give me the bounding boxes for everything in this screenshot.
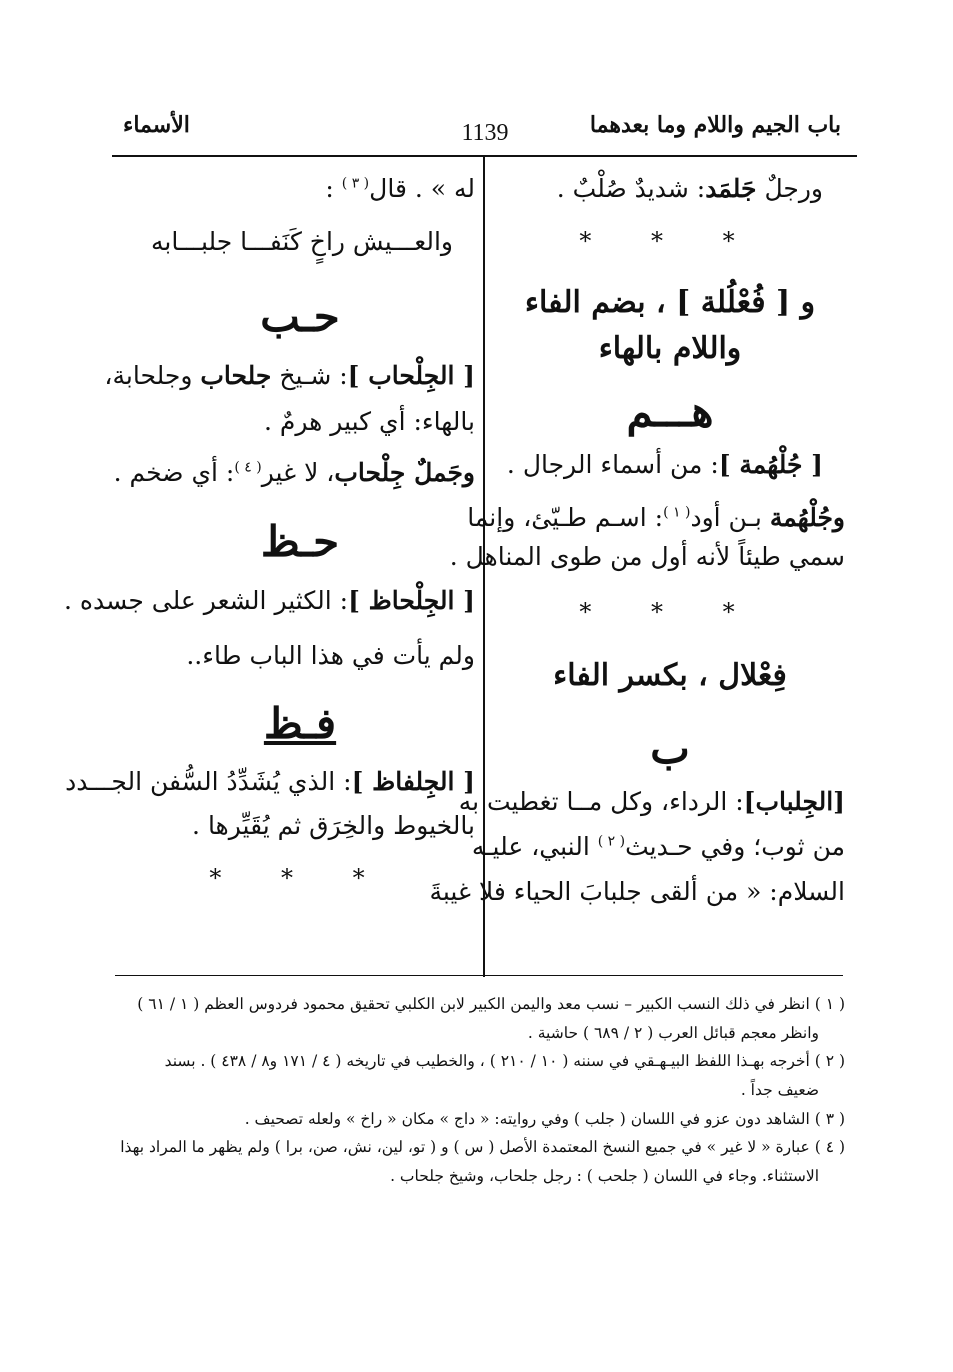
footnote-4-cont: الاستثناء. وجاء في اللسان ( جلحب ) : رجل جلحاب، وشيخ جلحاب . <box>390 1167 819 1186</box>
text: : الكثير الشعر على جسده . <box>63 585 349 615</box>
text: : الذي يُشَدِّدُ السُّفن الجـــدد <box>65 766 352 796</box>
verse-line: والعـــيش راخٍ كَنَفـــا جلبـــابه <box>151 226 453 256</box>
text: : من أسماء الرجال . <box>506 450 719 480</box>
text-line: سمي طيئاً لأنه أول من طوى المناهل . <box>449 541 845 571</box>
headword: [ الجِلْحاب ] <box>347 360 475 390</box>
text-line <box>471 828 845 867</box>
text: النبي، عليـه <box>471 831 598 861</box>
text-line: السلام: « من ألقى جلبابَ الحياء فلا غيبةَ <box>429 876 845 906</box>
section-separator: * * * <box>579 598 761 627</box>
footnote-2-cont: ضعيف جداً . <box>740 1081 819 1100</box>
text-line: بالهاء: أي كبير هرمٌ . <box>264 407 475 437</box>
section-separator: * * * <box>579 226 761 255</box>
text-line: ولم يأت في هذا الباب طاء.. <box>186 640 475 670</box>
text: ، لا غير <box>261 458 335 488</box>
footnote-4: ( ٤ ) عبارة « لا غير » في جميع النسخ المعتمدة الأصل ( س ) و ( تو، لين، نش، صن، برا ) ولم يظهر ما المراد بهذا <box>120 1138 845 1157</box>
text: بـن أود <box>690 502 770 532</box>
root-heading-fz: فـظ <box>263 699 337 749</box>
text-line: بالخيوط والخِرَق ثم يُقَيِّرها . <box>192 811 475 841</box>
entry-jilbab <box>458 783 845 822</box>
text: : <box>325 174 342 203</box>
footnote-3: ( ٣ ) الشاهد دون عزو في اللسان ( جلب ) وفي روايته: « داج » مكان « راخ » ولعله تصحيف . <box>244 1109 845 1128</box>
text-line <box>125 170 475 209</box>
headword: [ الجِلْحاظ ] <box>348 585 475 615</box>
headword: وجُلْهُمة <box>769 502 845 532</box>
entry-jilfaz <box>65 763 475 802</box>
footnote-ref: ( ١ ) <box>663 504 691 521</box>
root-heading-hz: حـظ <box>260 516 340 566</box>
left-column <box>63 170 475 897</box>
headword: [ جُلْهُمة ] <box>718 450 823 480</box>
root-heading-b: ب <box>650 723 690 773</box>
entry-jilhaz <box>63 582 475 621</box>
footnote-1-cont: وانظر معجم قبائل العرب ( ٢ / ٦٨٩ ) حاشية . <box>527 1023 819 1042</box>
headword: جلحاب <box>200 360 272 390</box>
text: : شـيخ <box>271 360 348 390</box>
footnote-1: ( ١ ) انظر في ذلك النسب الكبير – نسب معد واليمن الكبير لابن الكلبي تحقيق محمود فردوس العظم ( ١ / ٦١ ) <box>137 995 845 1013</box>
root-heading-hb: حـب <box>260 291 340 341</box>
footnote-rule <box>115 975 843 976</box>
footnote-ref: ( ٤ ) <box>234 459 262 476</box>
text: له » . قال <box>369 174 475 203</box>
headword: [ الجِلفاظ ] <box>351 766 475 796</box>
text: : اسـم طـيّئ، وإنما <box>467 502 664 532</box>
running-header-chapter: باب الجيم واللام وما بعدهما <box>589 112 841 138</box>
footnote-ref: ( ٢ ) <box>597 833 626 850</box>
text: وجلحابة، <box>104 360 201 390</box>
entry-jilhab <box>104 357 475 396</box>
footnote-2: ( ٢ ) أخرجه بهـذا اللفظ البيـهـقي في سننه ( ١٠ / ٢١٠ ) ، والخطيب في تاريخه ( ٤ / ١٧١ و٨ / ٤٣٨ ) . بسند <box>164 1052 845 1071</box>
headword: جَلمَد <box>705 174 757 203</box>
page-number: 1139 <box>461 120 509 146</box>
running-header-section: الأسماء <box>123 112 190 138</box>
pattern-heading-fulula: و [ فُعْلُلة ] ، بضم الفاء واللام بالهاء <box>524 284 816 367</box>
text: : الرداء، وكل مــا تغطيت به <box>458 787 744 817</box>
text: من ثوب؛ وفي حـديث <box>625 831 845 861</box>
right-column <box>429 170 845 911</box>
text: : شديدٌ صُلْبٌ . <box>556 174 706 203</box>
section-separator: * * * <box>209 864 391 893</box>
pattern-heading-fiilal: فِعْلال ، بكسر الفاء <box>553 658 787 694</box>
text: : أي ضخم . <box>113 458 235 488</box>
entry-jamal-jilhab <box>113 454 475 493</box>
headword: [الجِلباب] <box>743 787 845 817</box>
text: ورجلٌ <box>756 174 823 203</box>
footnote-ref: ( ٣ ) <box>341 175 370 192</box>
root-heading-hm: هـــم <box>626 386 714 436</box>
entry-julhuma-bin-awd <box>467 499 845 538</box>
entry-jalmad <box>495 170 845 209</box>
footnotes <box>115 990 845 1191</box>
headword: وجَملٌ جِلْحاب <box>334 458 475 488</box>
entry-julhuma <box>495 446 845 485</box>
